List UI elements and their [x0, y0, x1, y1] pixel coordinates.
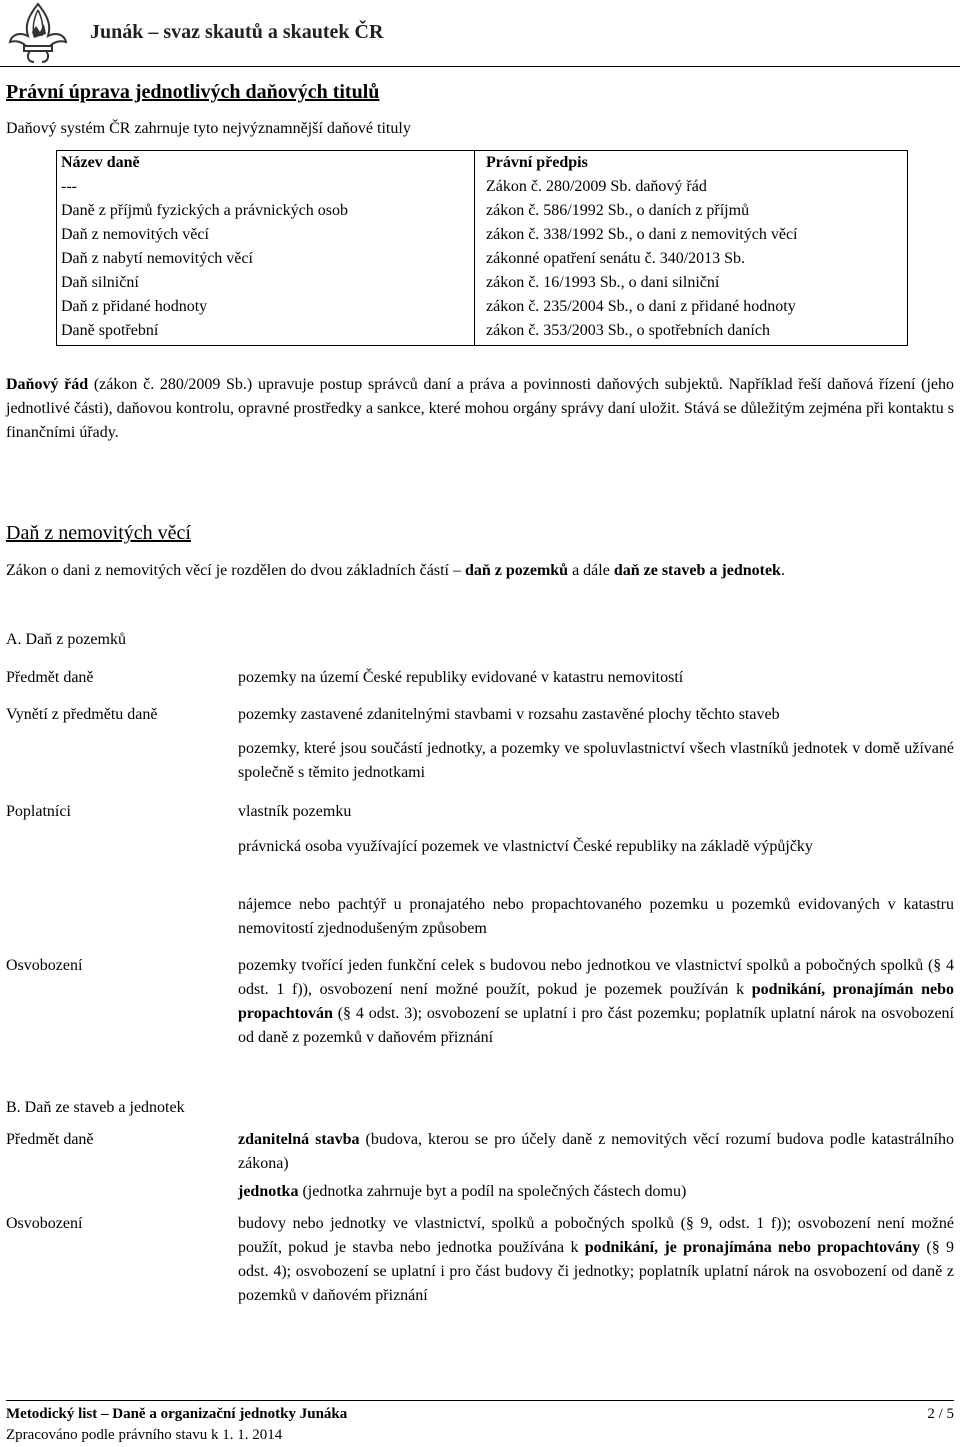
footer-divider	[6, 1400, 954, 1401]
value-subject-building	[238, 1128, 954, 1176]
value-taxpayer-3: nájemce nebo pachtýř u pronajatého nebo propachtovaného pozemku u pozemků evidovaných v katastru nemovitostí zjednodušeným způsobem	[238, 896, 954, 937]
label-taxpayers: Poplatníci	[6, 803, 71, 820]
value-subject-unit	[238, 1180, 954, 1204]
section-intro-text: .	[780, 562, 785, 579]
label-subject: Předmět daně	[6, 669, 94, 686]
tax-name: Daň z nemovitých věcí	[61, 226, 209, 243]
part-b-title: B. Daň ze staveb a jednotek	[6, 1099, 185, 1116]
exemption-text: (§ 4 odst. 3); osvobození se uplatní i pro část pozemku; poplatník uplatní nárok na osvobození od daně z pozemků v daňovém přiznání	[238, 1005, 954, 1046]
building-text: (budova, kterou se pro účely daně z nemovitých věcí rozumí budova podle katastrálního zákona)	[238, 1131, 954, 1172]
section-title: Daň z nemovitých věcí	[6, 522, 191, 544]
value-taxpayer-1: vlastník pozemku	[238, 803, 352, 820]
tax-code-term: Daňový řád	[6, 376, 89, 393]
building-term: zdanitelná stavba	[238, 1131, 360, 1148]
column-header-tax-name: Název daně	[61, 154, 140, 171]
page-title: Právní úprava jednotlivých daňových titulů	[6, 81, 380, 103]
value-exemption-1: pozemky zastavené zdanitelnými stavbami v rozsahu zastavěné plochy těchto staveb	[238, 706, 780, 723]
tax-titles-table	[56, 150, 908, 346]
tax-law: zákon č. 353/2003 Sb., o spotřebních daních	[486, 322, 770, 339]
tax-code-paragraph	[6, 373, 954, 445]
label-subject: Předmět daně	[6, 1131, 94, 1148]
land-tax-term: daň z pozemků	[464, 562, 569, 579]
table-header-row	[57, 151, 907, 175]
tax-name: Daň z přidané hodnoty	[61, 298, 208, 315]
tax-name: Daň z nabytí nemovitých věcí	[61, 250, 253, 267]
tax-name: Daň silniční	[61, 274, 139, 291]
table-row	[57, 247, 907, 271]
table-row	[57, 199, 907, 223]
tax-law: zákon č. 16/1993 Sb., o dani silniční	[486, 274, 720, 291]
section-intro	[6, 559, 954, 583]
value-taxpayer-2: právnická osoba využívající pozemek ve vlastnictví České republiky na základě výpůjčky	[238, 838, 813, 855]
value-subject: pozemky na území České republiky evidované v katastru nemovitostí	[238, 669, 684, 686]
table-row	[57, 223, 907, 247]
section-intro-text: Zákon o dani z nemovitých věcí je rozdělen do dvou základních částí –	[6, 562, 465, 579]
tax-law: zákon č. 235/2004 Sb., o dani z přidané hodnoty	[486, 298, 796, 315]
organization-name: Junák – svaz skautů a skautek ČR	[90, 21, 384, 43]
section-intro-text: a dále	[568, 562, 614, 579]
table-row	[57, 319, 907, 343]
exemption-bold: podnikání, pronajímán nebo propachtován	[238, 981, 955, 1022]
part-a-title: A. Daň z pozemků	[6, 631, 126, 648]
label-exemption: Osvobození	[6, 957, 83, 974]
tax-law: zákonné opatření senátu č. 340/2013 Sb.	[486, 250, 746, 267]
tax-name: ---	[61, 178, 77, 195]
page-number: 2 / 5	[927, 1406, 954, 1422]
table-row	[57, 175, 907, 199]
tax-law: Zákon č. 280/2009 Sb. daňový řád	[486, 178, 707, 195]
unit-text: (jednotka zahrnuje byt a podíl na společných částech domu)	[298, 1183, 687, 1200]
value-exemption-building	[238, 1212, 954, 1308]
table-row	[57, 271, 907, 295]
tax-name: Daně spotřební	[61, 322, 159, 339]
tax-law: zákon č. 586/1992 Sb., o daních z příjmů	[486, 202, 750, 219]
exemption-text: pozemky tvořící jeden funkční celek s budovou nebo jednotkou ve vlastnictví spolků a pobočných spolků (§ 4 odst. 1 f)), osvobození není možné použít, pokud je pozemek používán k	[238, 957, 954, 998]
footer-date: Zpracováno podle právního stavu k 1. 1. 2014	[6, 1427, 283, 1443]
tax-law: zákon č. 338/1992 Sb., o dani z nemovitých věcí	[486, 226, 798, 243]
scout-lily-emblem-icon	[6, 2, 70, 64]
tax-name: Daně z příjmů fyzických a právnických osob	[61, 202, 349, 219]
unit-term: jednotka	[238, 1183, 299, 1200]
table-row	[57, 295, 907, 319]
exemption-bold: podnikání, je pronajímána nebo propachtovány	[584, 1239, 921, 1256]
label-exemption: Osvobození	[6, 1215, 83, 1232]
tax-code-text: (zákon č. 280/2009 Sb.) upravuje postup správců daní a práva a povinnosti daňových subjektů. Například řeší daňová řízení (jeho jednotlivé části), daňovou kontrolu, opravné prostředky a sankce, které mohou orgány správy daní uložit. Stává se důležitým zejména při kontaktu s finančními úřady.	[6, 376, 954, 441]
value-exemption	[238, 954, 954, 1050]
exemption-text: (§ 9 odst. 4); osvobození se uplatní i pro část budovy či jednotky; poplatník uplatní nárok na osvobození od daně z pozemků v daňovém přiznání	[238, 1239, 954, 1304]
intro-text: Daňový systém ČR zahrnuje tyto nejvýznamnější daňové tituly	[6, 120, 411, 137]
value-exemption-2: pozemky, které jsou součástí jednotky, a pozemky ve spoluvlastnictví všech vlastníků jednotek v domě užívané společně s těmito jednotkami	[238, 740, 954, 781]
column-header-law: Právní předpis	[486, 154, 588, 171]
exemption-text: budovy nebo jednotky ve vlastnictví, spolků a pobočných spolků (§ 9, odst. 1 f)); osvobození není možné použít, pokud je stavba nebo jednotka používána k	[238, 1215, 954, 1256]
footer-title: Metodický list – Daně a organizační jednotky Junáka	[6, 1406, 348, 1422]
label-exemption-from-subject: Vynětí z předmětu daně	[6, 706, 158, 723]
building-tax-term: daň ze staveb a jednotek	[613, 562, 781, 579]
header-divider	[0, 66, 960, 67]
